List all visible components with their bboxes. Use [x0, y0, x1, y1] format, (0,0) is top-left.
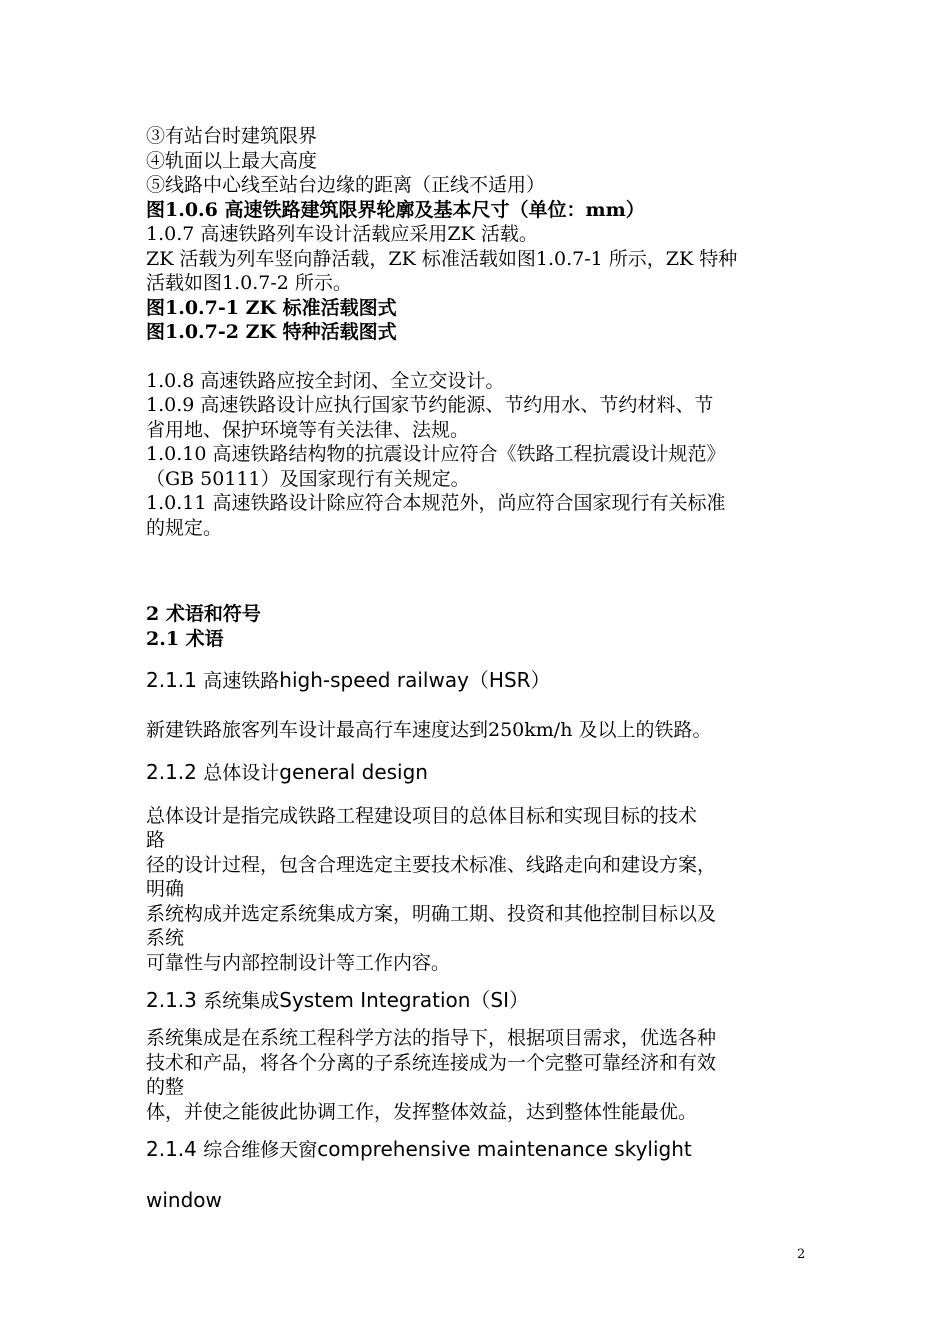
- term-definition-line: 系统集成是在系统工程科学方法的指导下，根据项目需求，优选各种: [146, 1027, 717, 1049]
- figure-caption-1-0-6: 图1.0.6 高速铁路建筑限界轮廓及基本尺寸（单位：mm）: [146, 198, 645, 221]
- clause-1-0-9-line: 1.0.9 高速铁路设计应执行国家节约能源、节约用水、节约材料、节: [146, 394, 714, 416]
- term-definition-line: 新建铁路旅客列车设计最高行车速度达到250km/h 及以上的铁路。: [146, 719, 712, 741]
- term-definition-line: 技术和产品，将各个分离的子系统连接成为一个完整可靠经济和有效: [146, 1051, 717, 1074]
- blank-line: [146, 540, 811, 578]
- blank-line: [146, 345, 811, 369]
- term-english-continuation: window: [146, 1188, 222, 1212]
- figure-note-line: ⑤线路中心线至站台边缘的距离（正线不适用）: [146, 174, 546, 196]
- term-heading-2-1-2: [146, 759, 811, 786]
- clause-1-0-11-line: 的规定。: [146, 516, 223, 539]
- zk-description-line: 活载如图1.0.7-2 所示。: [146, 272, 352, 294]
- term-english: comprehensive maintenance skylight: [317, 1137, 692, 1161]
- term-definition-line: 可靠性与内部控制设计等工作内容。: [146, 951, 451, 974]
- figure-caption-1-0-7-2: 图1.0.7-2 ZK 特种活载图式: [146, 321, 397, 343]
- term-number: 2.1.1: [146, 668, 204, 692]
- zk-description-line: ZK 活载为列车竖向静活载，ZK 标准活载如图1.0.7-1 所示，ZK 特种: [146, 247, 738, 270]
- clause-1-0-9-line: 省用地、保护环境等有关法律、法规。: [146, 418, 470, 441]
- term-english: System Integration（SI）: [279, 988, 530, 1012]
- term-definition-line: 明确: [146, 878, 185, 900]
- term-chinese: 系统集成: [203, 990, 280, 1012]
- term-definition-line: 体，并使之能彼此协调工作，发挥整体效益，达到整体性能最优。: [146, 1100, 698, 1123]
- term-definition-line: 系统: [146, 927, 185, 949]
- clause-1-0-10-line: （GB 50111）及国家现行有关规定。: [146, 467, 470, 490]
- term-english: high-speed railway（HSR）: [279, 668, 551, 692]
- document-page: [146, 124, 811, 1213]
- term-number: 2.1.2: [146, 759, 204, 784]
- figure-caption-1-0-7-1: 图1.0.7-1 ZK 标准活载图式: [146, 296, 397, 319]
- term-chinese: 高速铁路: [203, 670, 280, 692]
- blank-line: [146, 578, 811, 602]
- term-definition-line: 总体设计是指完成铁路工程建设项目的总体目标和实现目标的技术: [146, 804, 698, 827]
- term-number: 2.1.3: [146, 988, 204, 1012]
- term-heading-2-1-3: [146, 987, 811, 1014]
- term-heading-2-1-4: [146, 1136, 811, 1163]
- section-title: 2.1 术语: [146, 627, 224, 650]
- term-english: general design: [279, 759, 428, 784]
- term-chinese: 综合维修天窗: [203, 1139, 318, 1161]
- term-definition-line: 径的设计过程，包含合理选定主要技术标准、线路走向和建设方案，: [146, 853, 717, 876]
- term-chinese: 总体设计: [203, 761, 280, 784]
- term-definition-line: 系统构成并选定系统集成方案，明确工期、投资和其他控制目标以及: [146, 902, 717, 925]
- figure-note-line: ④轨面以上最大高度: [146, 149, 318, 172]
- term-heading-2-1-1: [146, 667, 811, 694]
- clause-1-0-11-line: 1.0.11 高速铁路设计除应符合本规范外，尚应符合国家现行有关标准: [146, 492, 726, 514]
- term-number: 2.1.4: [146, 1137, 204, 1161]
- page-number: 2: [797, 1247, 806, 1262]
- term-definition-line: 的整: [146, 1076, 185, 1098]
- clause-1-0-7: 1.0.7 高速铁路列车设计活载应采用ZK 活载。: [146, 223, 538, 245]
- clause-1-0-10-line: 1.0.10 高速铁路结构物的抗震设计应符合《铁路工程抗震设计规范》: [146, 443, 726, 465]
- term-definition-line: 路: [146, 829, 166, 851]
- figure-note-line: ③有站台时建筑限界: [146, 125, 318, 147]
- clause-1-0-8: 1.0.8 高速铁路应按全封闭、全立交设计。: [146, 369, 505, 392]
- chapter-title: 2 术语和符号: [146, 603, 261, 625]
